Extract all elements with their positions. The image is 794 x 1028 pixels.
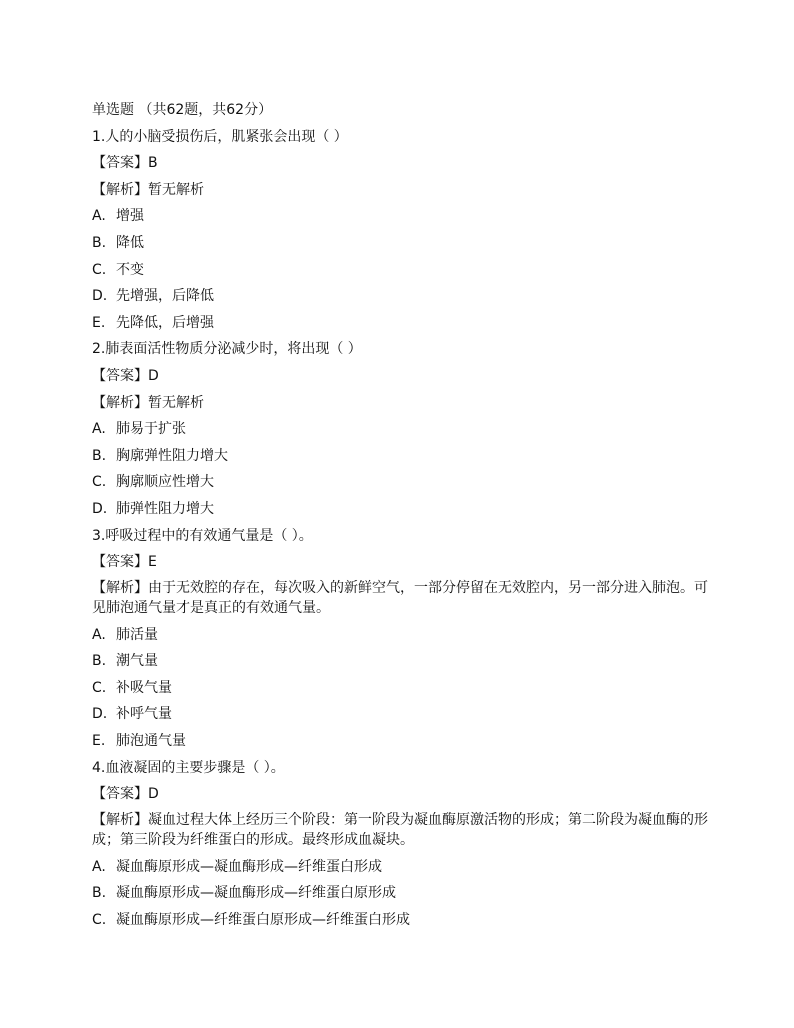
option-letter: A. bbox=[92, 421, 106, 438]
option-b bbox=[92, 880, 710, 907]
analysis-text: 暂无解析 bbox=[148, 394, 204, 411]
option-letter: C. bbox=[92, 474, 107, 491]
option-letter: B. bbox=[92, 447, 107, 464]
question-stem: 2.肺表面活性物质分泌减少时，将出现（ ） bbox=[92, 341, 362, 358]
question-stem: 1.人的小脑受损伤后，肌紧张会出现（ ） bbox=[92, 128, 348, 145]
option-letter: E. bbox=[92, 314, 106, 331]
option-letter: B. bbox=[92, 885, 107, 902]
answer-line bbox=[92, 781, 710, 808]
answer-label: 【答案】 bbox=[92, 155, 148, 172]
analysis-block bbox=[92, 576, 710, 622]
analysis-text: 由于无效腔的存在，每次吸入的新鲜空气，一部分停留在无效腔内，另一部分进入肺泡。可见肺泡通气量才是真正的有效通气量。 bbox=[92, 580, 708, 616]
answer-value: B bbox=[148, 155, 158, 172]
option-text: 增强 bbox=[116, 208, 144, 225]
question-stem: 4.血液凝固的主要步骤是（ ）。 bbox=[92, 759, 285, 776]
option-letter: C. bbox=[92, 912, 107, 929]
option-text: 补呼气量 bbox=[116, 706, 172, 723]
section-title: 单选题 bbox=[92, 102, 134, 118]
option-text: 肺弹性阻力增大 bbox=[116, 500, 214, 517]
option-letter: B. bbox=[92, 653, 107, 670]
option-text: 先降低，后增强 bbox=[116, 314, 214, 331]
option-a bbox=[92, 622, 710, 649]
option-text: 胸廓顺应性增大 bbox=[116, 474, 214, 491]
option-text: 凝血酶原形成—纤维蛋白原形成—纤维蛋白形成 bbox=[116, 912, 410, 929]
answer-label: 【答案】 bbox=[92, 367, 148, 384]
option-letter: D. bbox=[92, 288, 108, 305]
answer-value: D bbox=[148, 367, 159, 384]
option-letter: A. bbox=[92, 208, 106, 225]
answer-line bbox=[92, 549, 710, 576]
analysis-label: 【解析】 bbox=[92, 181, 148, 198]
option-letter: D. bbox=[92, 500, 108, 517]
analysis-label: 【解析】 bbox=[92, 812, 148, 829]
answer-label: 【答案】 bbox=[92, 786, 148, 803]
question-2 bbox=[92, 336, 710, 522]
option-text: 凝血酶原形成—凝血酶形成—纤维蛋白形成 bbox=[116, 858, 382, 875]
option-d bbox=[92, 701, 710, 728]
answer-value: E bbox=[148, 554, 157, 571]
option-letter: D. bbox=[92, 706, 108, 723]
option-b bbox=[92, 443, 710, 470]
option-e bbox=[92, 728, 710, 755]
analysis-label: 【解析】 bbox=[92, 394, 148, 411]
option-letter: E. bbox=[92, 733, 106, 750]
option-letter: C. bbox=[92, 679, 107, 696]
option-text: 潮气量 bbox=[116, 653, 158, 670]
analysis-line bbox=[92, 390, 710, 417]
answer-line bbox=[92, 363, 710, 390]
option-text: 补吸气量 bbox=[116, 679, 172, 696]
analysis-label: 【解析】 bbox=[92, 580, 148, 597]
question-stem: 3.呼吸过程中的有效通气量是（ ）。 bbox=[92, 527, 313, 544]
option-c bbox=[92, 907, 710, 934]
option-b bbox=[92, 648, 710, 675]
answer-value: D bbox=[148, 786, 159, 803]
option-letter: A. bbox=[92, 626, 106, 643]
answer-line bbox=[92, 150, 710, 177]
option-text: 肺活量 bbox=[116, 626, 158, 643]
option-c bbox=[92, 469, 710, 496]
option-text: 肺泡通气量 bbox=[116, 733, 186, 750]
question-1 bbox=[92, 124, 710, 337]
option-text: 胸廓弹性阻力增大 bbox=[116, 447, 228, 464]
option-b bbox=[92, 230, 710, 257]
option-d bbox=[92, 283, 710, 310]
analysis-line bbox=[92, 177, 710, 204]
question-4 bbox=[92, 755, 710, 934]
document-page bbox=[92, 97, 710, 934]
option-e bbox=[92, 310, 710, 337]
option-c bbox=[92, 675, 710, 702]
option-c bbox=[92, 257, 710, 284]
analysis-block bbox=[92, 808, 710, 854]
option-text: 肺易于扩张 bbox=[116, 421, 186, 438]
analysis-text: 凝血过程大体上经历三个阶段：第一阶段为凝血酶原激活物的形成；第二阶段为凝血酶的形成；第三阶段为纤维蛋白的形成。最终形成血凝块。 bbox=[92, 812, 708, 848]
question-3 bbox=[92, 523, 710, 755]
answer-label: 【答案】 bbox=[92, 554, 148, 571]
analysis-text: 暂无解析 bbox=[148, 181, 204, 198]
option-text: 凝血酶原形成—凝血酶形成—纤维蛋白原形成 bbox=[116, 885, 396, 902]
option-d bbox=[92, 496, 710, 523]
section-header bbox=[92, 97, 710, 124]
option-letter: A. bbox=[92, 858, 106, 875]
option-text: 降低 bbox=[116, 234, 144, 251]
option-text: 先增强，后降低 bbox=[116, 288, 214, 305]
option-letter: B. bbox=[92, 234, 107, 251]
option-text: 不变 bbox=[116, 261, 144, 278]
option-a bbox=[92, 854, 710, 881]
section-meta: （共62题，共62分） bbox=[138, 102, 273, 118]
option-a bbox=[92, 416, 710, 443]
option-letter: C. bbox=[92, 261, 107, 278]
option-a bbox=[92, 203, 710, 230]
